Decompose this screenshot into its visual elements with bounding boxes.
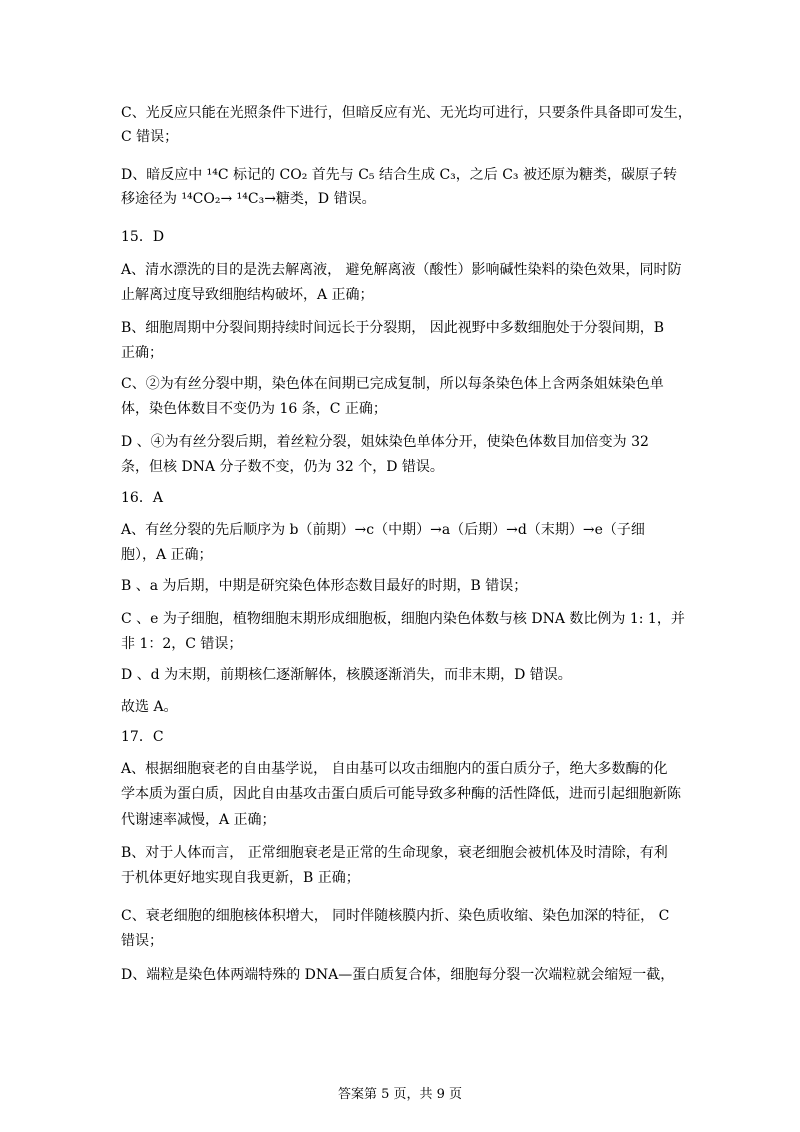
text-line: B、细胞周期中分裂间期持续时间远长于分裂期， 因此视野中多数细胞处于分裂间期，B: [121, 320, 665, 336]
question-number: 15．D: [121, 229, 165, 245]
text-line: A、清水漂洗的目的是洗去解离液， 避免解离液（酸性）影响碱性染料的染色效果，同时防: [121, 262, 682, 278]
text-line: C、光反应只能在光照条件下进行，但暗反应有光、无光均可进行，只要条件具备即可发生，: [121, 105, 692, 121]
text-line: 止解离过度导致细胞结构破坏，A 正确；: [121, 287, 374, 303]
text-line: 条，但核 DNA 分子数不变，仍为 32 个，D 错误。: [121, 459, 444, 475]
page-footer: 答案第 5 页，共 9 页: [337, 1087, 463, 1102]
text-line: B 、a 为后期，中期是研究染色体形态数目最好的时期，B 错误；: [121, 578, 528, 594]
text-line: 正确；: [121, 345, 163, 361]
text-line: 于机体更好地实现自我更新，B 正确；: [121, 870, 360, 886]
text-line: 学本质为蛋白质，因此自由基攻击蛋白质后可能导致多种酶的活性降低，进而引起细胞新陈: [121, 786, 681, 802]
text-line: C 、e 为子细胞，植物细胞末期形成细胞板，细胞内染色体数与核 DNA 数比例为 1: 1，并: [121, 611, 685, 627]
text-line: C 错误；: [121, 129, 179, 145]
text-line: A、根据细胞衰老的自由基学说， 自由基可以攻击细胞内的蛋白质分子，绝大多数酶的化: [121, 761, 668, 777]
text-line: 胞），A 正确；: [121, 547, 213, 563]
text-line: 错误；: [121, 933, 163, 949]
text-line: 代谢速率减慢，A 正确；: [121, 812, 276, 828]
text-line: 非 1：2，C 错误；: [121, 636, 243, 652]
text-line: A、有丝分裂的先后顺序为 b（前期）→c（中期）→a（后期）→d（末期）→e（子细: [121, 522, 645, 538]
text-line: B、对于人体而言， 正常细胞衰老是正常的生命现象，衰老细胞会被机体及时清除，有利: [121, 845, 668, 861]
text-line: C、衰老细胞的细胞核体积增大， 同时伴随核膜内折、染色质收缩、染色加深的特征， C: [121, 908, 670, 924]
text-line: C、②为有丝分裂中期，染色体在间期已完成复制，所以每条染色体上含两条姐妹染色单: [121, 376, 664, 392]
text-line: D、暗反应中 ¹⁴C 标记的 CO₂ 首先与 C₅ 结合生成 C₃，之后 C₃ 被还原为糖类，碳原子转: [121, 167, 677, 183]
text-line: D、端粒是染色体两端特殊的 DNA—蛋白质复合体，细胞每分裂一次端粒就会缩短一截，: [121, 967, 675, 983]
text-line: D 、④为有丝分裂后期，着丝粒分裂，姐妹染色单体分开，使染色体数目加倍变为 32: [121, 434, 649, 450]
question-number: 16．A: [121, 490, 163, 506]
text-line: 体，染色体数目不变仍为 16 条，C 正确；: [121, 401, 387, 417]
text-line: 移途径为 ¹⁴CO₂→ ¹⁴C₃→糖类，D 错误。: [121, 191, 376, 207]
text-line: D 、d 为末期，前期核仁逐渐解体，核膜逐渐消失，而非末期，D 错误。: [121, 667, 572, 683]
question-number: 17．C: [121, 729, 164, 745]
text-line: 故选 A。: [121, 699, 178, 715]
